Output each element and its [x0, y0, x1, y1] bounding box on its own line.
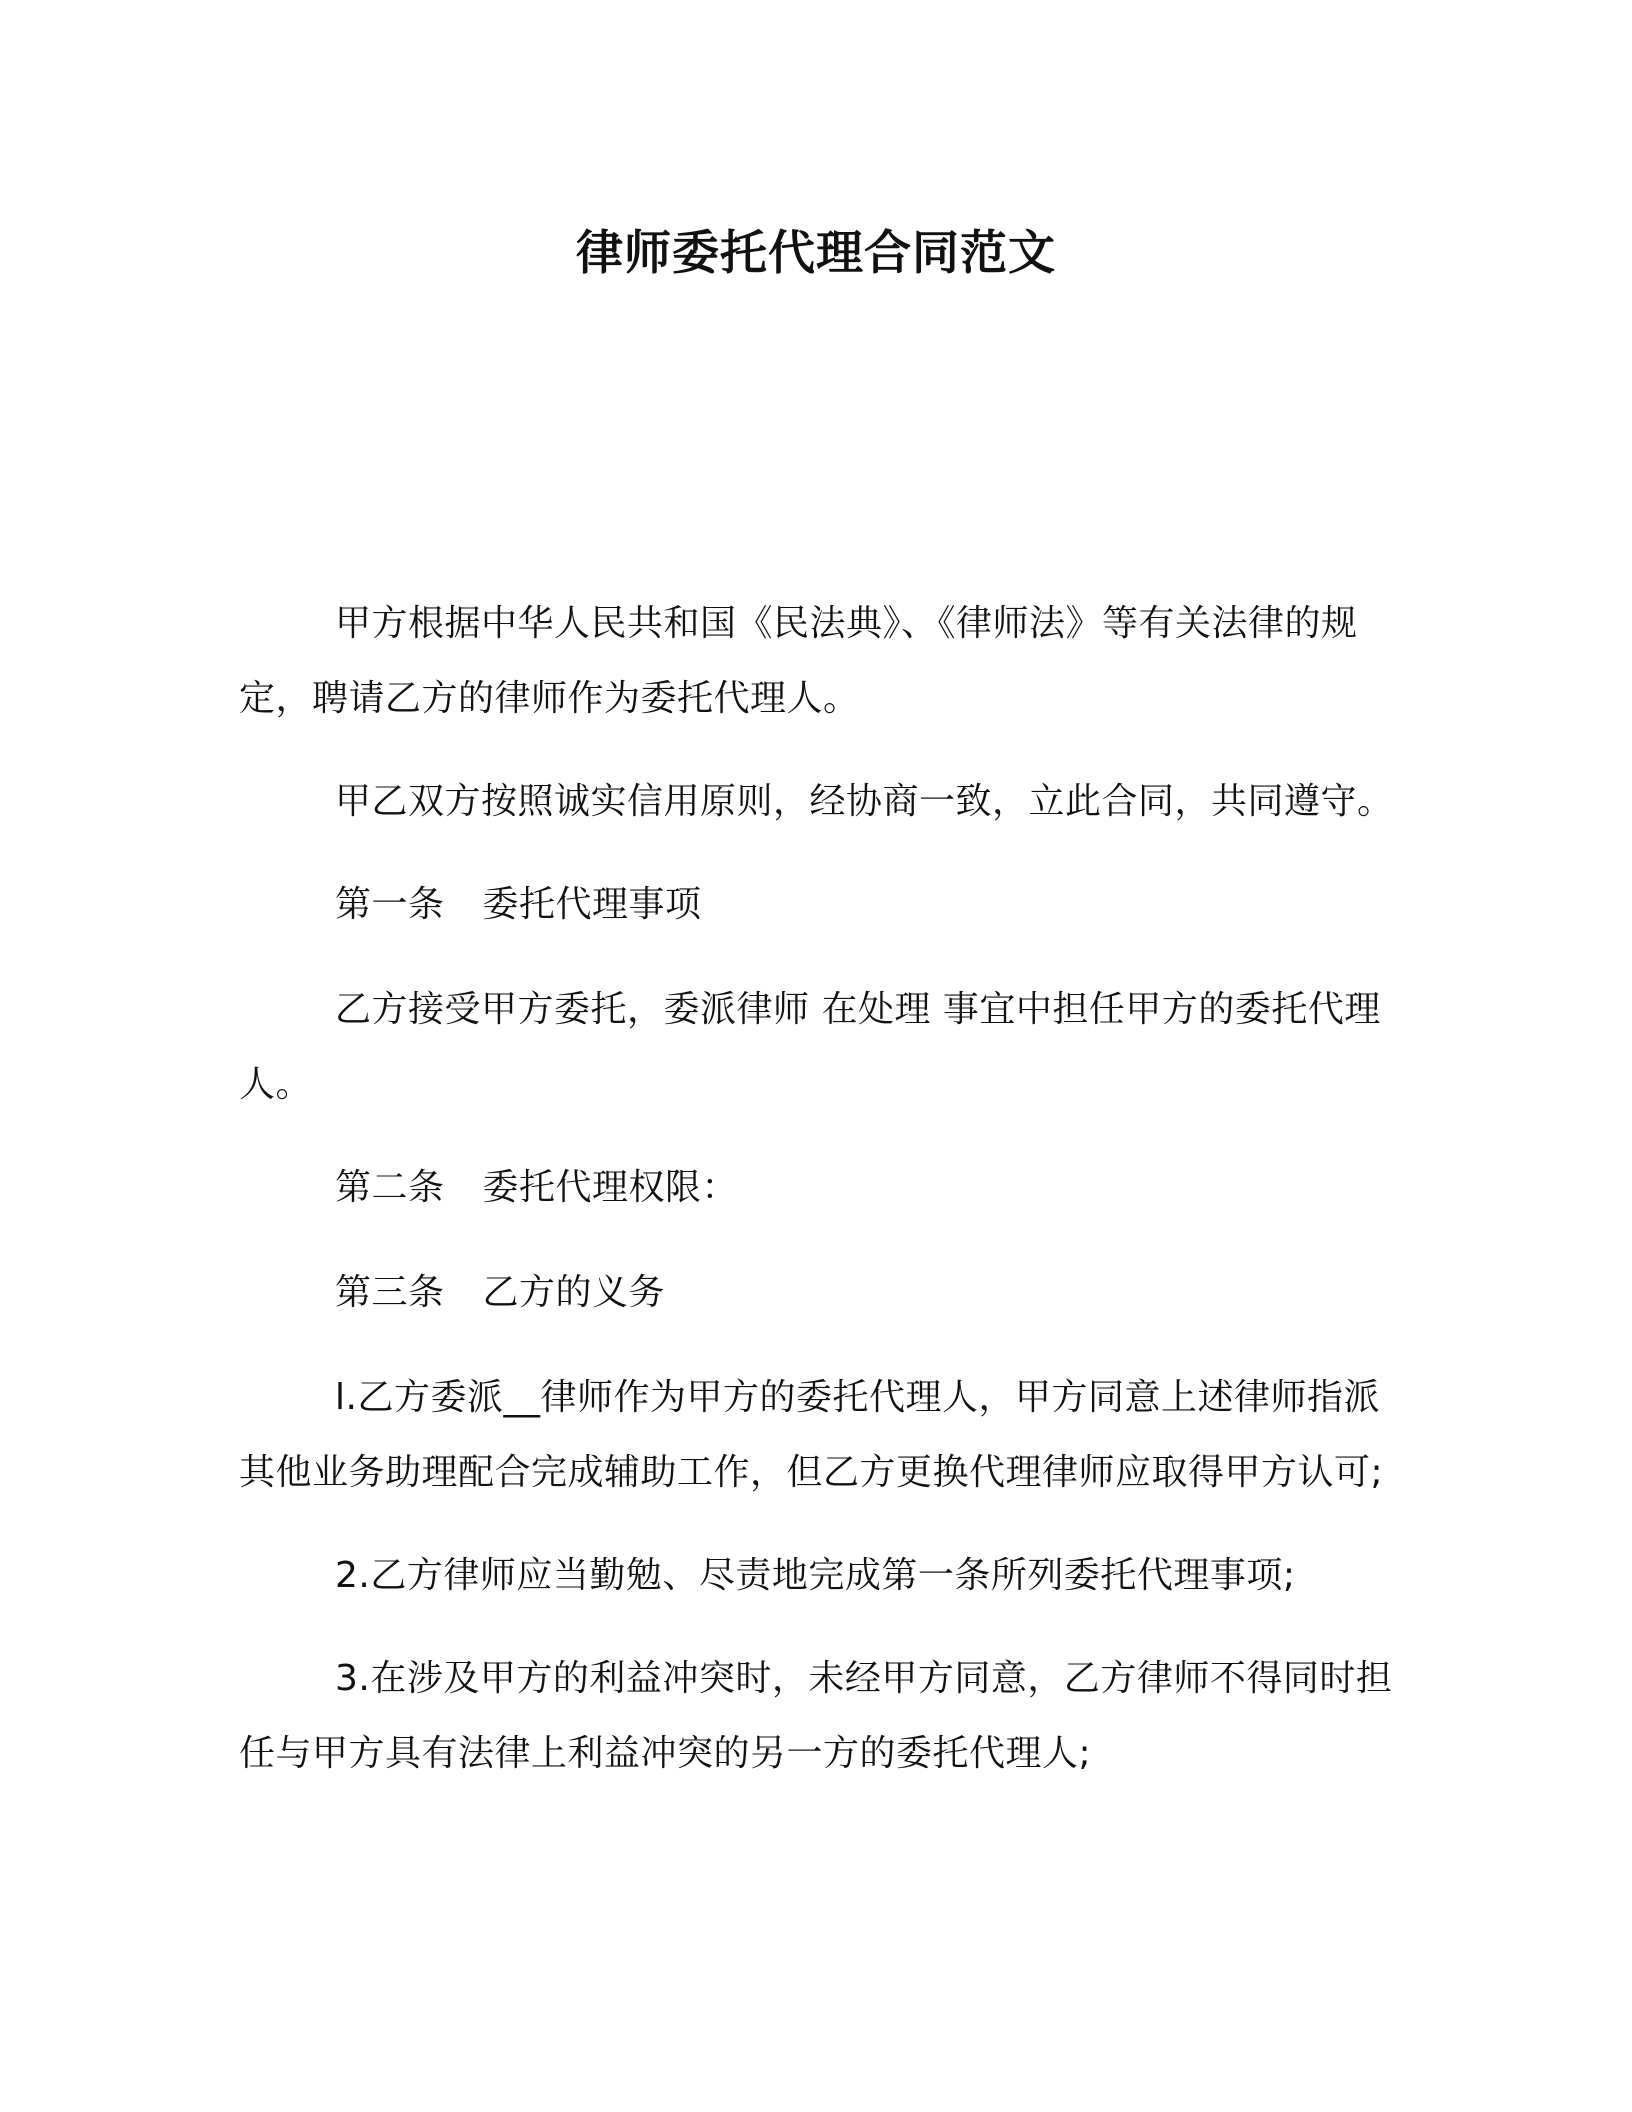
article-2-title: 委托代理权限： — [482, 1167, 739, 1208]
article-1-title: 委托代理事项 — [482, 884, 702, 925]
document-title: 律师委托代理合同范文 — [576, 226, 1056, 281]
article-1-heading — [239, 867, 1399, 942]
paragraph-obligation-2: 2.乙方律师应当勤勉、尽责地完成第一条所列委托代理事项; — [335, 1555, 1296, 1596]
paragraph-principle: 甲乙双方按照诚实信用原则，经协商一致，立此合同，共同遵守。 — [335, 781, 1394, 822]
article-3-heading — [239, 1255, 1399, 1330]
article-2-number: 第二条 — [335, 1167, 445, 1208]
article-1-number: 第一条 — [335, 884, 445, 925]
paragraph-intro: 甲方根据中华人民共和国《民法典》、《律师法》等有关法律的规定，聘请乙方的律师作为委托代理人。 — [239, 603, 1358, 719]
document-body — [239, 586, 1399, 1819]
paragraph-obligation-3: 3.在涉及甲方的利益冲突时，未经甲方同意，乙方律师不得同时担任与甲方具有法律上利益冲突的另一方的委托代理人; — [239, 1658, 1393, 1774]
article-3-number: 第三条 — [335, 1272, 445, 1313]
article-2-heading — [239, 1150, 1399, 1225]
paragraph-article-1-body: 乙方接受甲方委托，委派律师 在处理 事宜中担任甲方的委托代理人。 — [239, 989, 1381, 1105]
article-3-title: 乙方的义务 — [482, 1272, 666, 1313]
paragraph-obligation-1: l.乙方委派__律师作为甲方的委托代理人，甲方同意上述律师指派其他业务助理配合完成辅助工作，但乙方更换代理律师应取得甲方认可; — [239, 1377, 1384, 1493]
